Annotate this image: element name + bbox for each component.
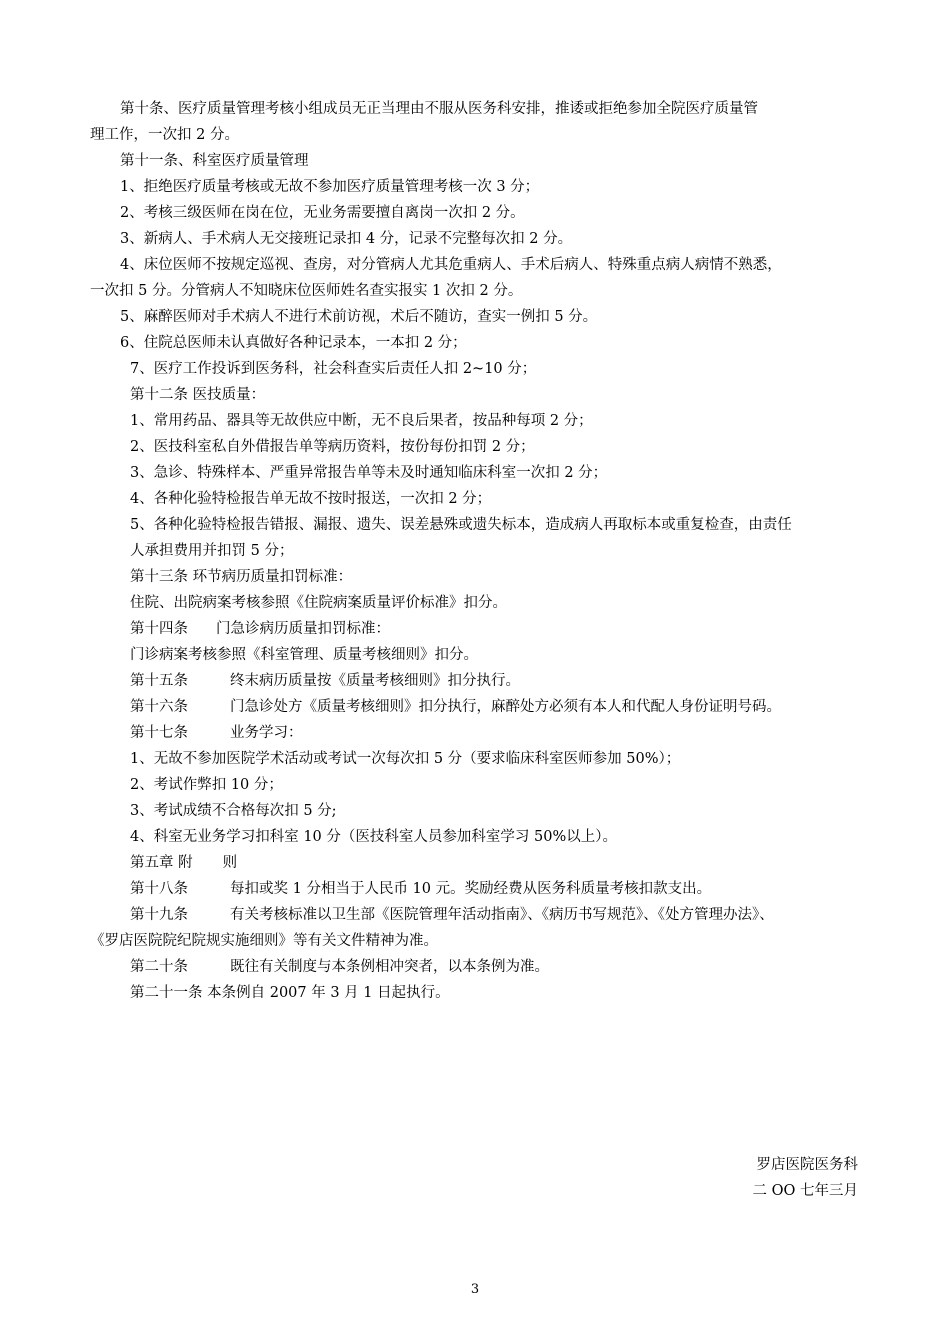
- paragraph-article-19-cont: 《罗店医院院纪院规实施细则》等有关文件精神为准。: [90, 933, 438, 949]
- paragraph-article-21: 第二十一条 本条例自 2007 年 3 月 1 日起执行。: [130, 985, 450, 1001]
- list-item: 3、新病人、手术病人无交接班记录扣 4 分，记录不完整每次扣 2 分。: [120, 231, 573, 247]
- list-item-cont: 人承担费用并扣罚 5 分；: [130, 543, 294, 559]
- list-item: 4、床位医师不按规定巡视、查房，对分管病人尤其危重病人、手术后病人、特殊重点病人病情不熟悉，: [120, 257, 782, 273]
- heading-article-11: 第十一条、科室医疗质量管理: [120, 153, 309, 169]
- heading-article-12: 第十二条 医技质量：: [130, 387, 266, 403]
- heading-chapter-5: 第五章 附 则: [130, 855, 238, 871]
- list-item: 4、各种化验特检报告单无故不按时报送，一次扣 2 分；: [130, 491, 492, 507]
- signature-org: 罗店医院医务科: [756, 1157, 858, 1173]
- heading-article-13: 第十三条 环节病历质量扣罚标准：: [130, 569, 353, 585]
- list-item: 1、无故不参加医院学术活动或考试一次每次扣 5 分（要求临床科室医师参加 50%）；: [130, 751, 681, 767]
- list-item-cont: 一次扣 5 分。分管病人不知晓床位医师姓名查实报实 1 次扣 2 分。: [90, 283, 523, 299]
- list-item: 3、急诊、特殊样本、严重异常报告单等未及时通知临床科室一次扣 2 分；: [130, 465, 608, 481]
- list-item: 5、各种化验特检报告错报、漏报、遗失、误差悬殊或遗失标本，造成病人再取标本或重复检查，由责任: [130, 517, 792, 533]
- signature-date: 二 OO 七年三月: [752, 1183, 858, 1199]
- list-item: 3、考试成绩不合格每次扣 5 分;: [130, 803, 337, 819]
- paragraph: 门诊病案考核参照《科室管理、质量考核细则》扣分。: [130, 647, 478, 663]
- paragraph-article-20: 第二十条 既往有关制度与本条例相冲突者，以本条例为准。: [130, 959, 549, 975]
- list-item: 7、医疗工作投诉到医务科，社会科查实后责任人扣 2~10 分；: [130, 361, 537, 377]
- paragraph-article-10-cont: 理工作，一次扣 2 分。: [90, 127, 239, 143]
- list-item: 2、考核三级医师在岗在位，无业务需要擅自离岗一次扣 2 分。: [120, 205, 525, 221]
- heading-article-17: 第十七条 业务学习：: [130, 725, 303, 741]
- heading-article-14: 第十四条 门急诊病历质量扣罚标准：: [130, 621, 390, 637]
- list-item: 2、医技科室私自外借报告单等病历资料，按份每份扣罚 2 分；: [130, 439, 535, 455]
- list-item: 1、拒绝医疗质量考核或无故不参加医疗质量管理考核一次 3 分；: [120, 179, 540, 195]
- list-item: 4、科室无业务学习扣科室 10 分（医技科室人员参加科室学习 50%以上）。: [130, 829, 617, 845]
- list-item: 5、麻醉医师对手术病人不进行术前访视，术后不随访，查实一例扣 5 分。: [120, 309, 598, 325]
- page-number: 3: [470, 1282, 480, 1297]
- list-item: 6、住院总医师未认真做好各种记录本，一本扣 2 分；: [120, 335, 467, 351]
- paragraph-article-18: 第十八条 每扣或奖 1 分相当于人民币 10 元。奖励经费从医务科质量考核扣款支出。: [130, 881, 712, 897]
- paragraph-article-16: 第十六条 门急诊处方《质量考核细则》扣分执行，麻醉处方必须有本人和代配人身份证明号码。: [130, 699, 781, 715]
- paragraph-article-19: 第十九条 有关考核标准以卫生部《医院管理年活动指南》、《病历书写规范》、《处方管理办法》、: [130, 907, 774, 923]
- paragraph: 住院、出院病案考核参照《住院病案质量评价标准》扣分。: [130, 595, 507, 611]
- list-item: 2、考试作弊扣 10 分；: [130, 777, 283, 793]
- paragraph-article-10: 第十条、医疗质量管理考核小组成员无正当理由不服从医务科安排，推诿或拒绝参加全院医疗质量管: [120, 101, 758, 117]
- list-item: 1、常用药品、器具等无故供应中断，无不良后果者，按品种每项 2 分；: [130, 413, 593, 429]
- paragraph-article-15: 第十五条 终末病历质量按《质量考核细则》扣分执行。: [130, 673, 520, 689]
